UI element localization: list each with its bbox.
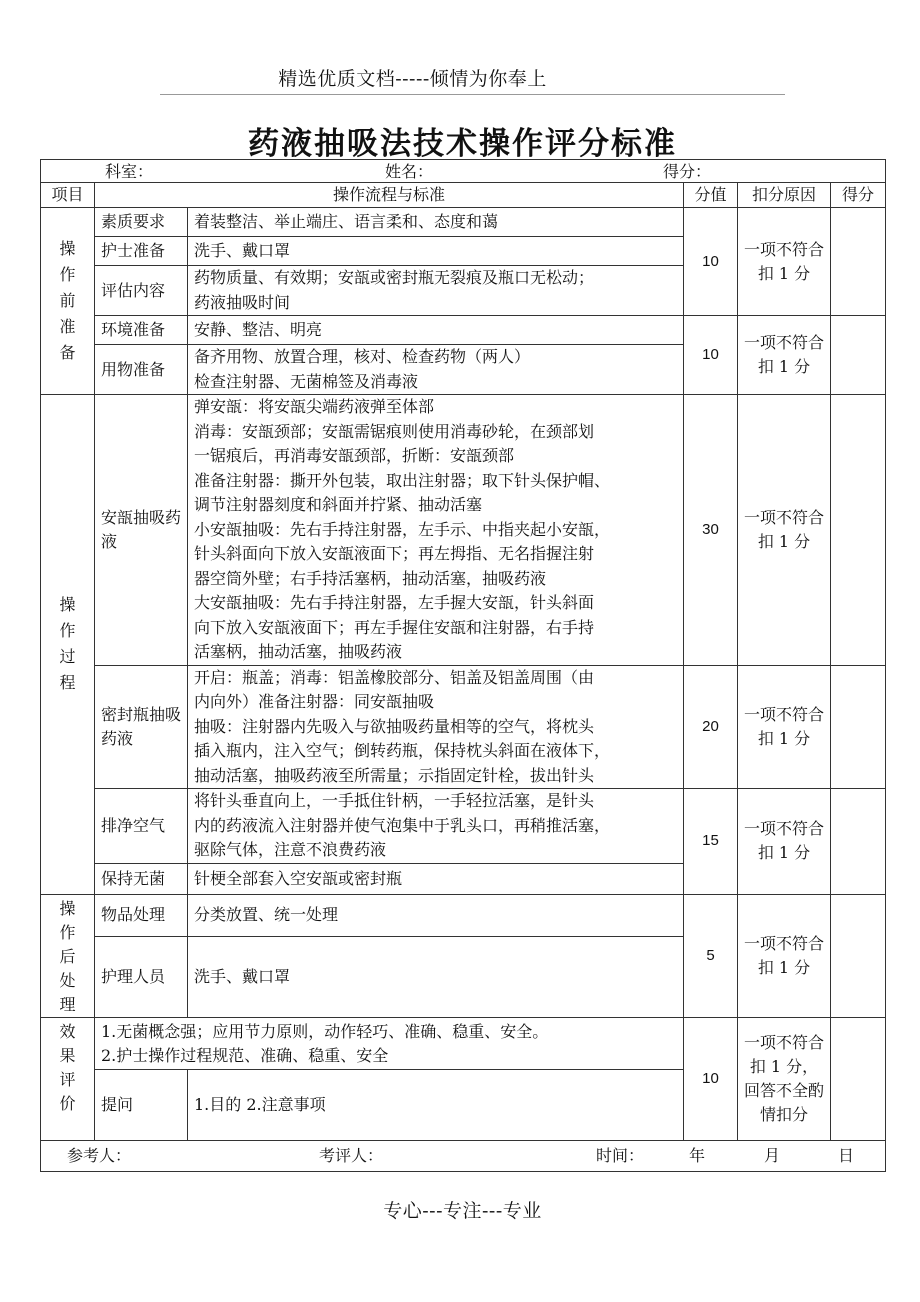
section-label-process: 操作过程	[41, 395, 95, 895]
item-name: 护理人员	[95, 937, 188, 1017]
scoring-table	[40, 159, 886, 1172]
col-procedure-header: 操作流程与标准	[95, 183, 684, 208]
points-value: 10	[684, 1017, 738, 1140]
deduction-reason: 一项不符合扣 1 分	[738, 395, 831, 666]
col-score-header: 得分	[831, 183, 886, 208]
content-line: 开启：瓶盖；消毒：铝盖橡胶部分、铝盖及铝盖周围（由	[194, 667, 595, 687]
item-content: 安静、整洁、明亮	[188, 316, 684, 345]
content-line: 药物质量、有效期；安瓿或密封瓶无裂痕及瓶口无松动；	[194, 268, 595, 287]
item-name: 素质要求	[95, 208, 188, 237]
section-label-eval: 效果评价	[41, 1017, 95, 1140]
item-content	[188, 266, 684, 316]
item-content	[188, 395, 684, 666]
content-line: 活塞柄，抽动活塞，抽吸药液	[194, 642, 403, 661]
content-line: 针头斜面向下放入安瓿液面下；再左拇指、无名指握注射	[194, 544, 595, 563]
content-line: 抽吸：注射器内先吸入与欲抽吸药量相等的空气，将枕头	[194, 716, 595, 736]
item-name: 物品处理	[95, 894, 188, 937]
item-content: 1.目的 2.注意事项	[188, 1069, 684, 1140]
score-cell	[831, 316, 886, 395]
item-name: 排净空气	[95, 789, 188, 864]
content-line: 驱除气体，注意不浪费药液	[194, 840, 387, 859]
page-footer: 专心---专注---专业	[383, 1200, 542, 1222]
day-label: 日	[838, 1145, 855, 1165]
content-line: 抽动活塞，抽吸药液至所需量；示指固定针栓，拔出针头	[194, 765, 595, 785]
signature-row	[41, 1140, 886, 1171]
item-name: 保持无菌	[95, 863, 188, 894]
content-line: 准备注射器：撕开外包装，取出注射器；取下针头保护帽、	[194, 470, 611, 490]
examiner-label: 考评人：	[319, 1145, 384, 1165]
content-line: 器空筒外壁；右手持活塞柄，抽动活塞，抽吸药液	[194, 568, 547, 588]
table-row	[41, 1017, 886, 1069]
points-value: 30	[684, 395, 738, 666]
item-name: 安瓿抽吸药液	[95, 395, 188, 666]
content-line: 插入瓶内，注入空气；倒转药瓶，保持枕头斜面在液体下，	[194, 741, 611, 760]
meta-cell	[41, 160, 886, 183]
content-line: 调节注射器刻度和斜面并拧紧、抽动活塞	[194, 495, 483, 514]
content-line: 向下放入安瓿液面下；再左手握住安瓿和注射器，右手持	[194, 617, 595, 637]
points-value: 15	[684, 789, 738, 895]
item-name: 用物准备	[95, 345, 188, 395]
content-line: 备齐用物、放置合理，核对、检查药物（两人）	[194, 347, 531, 366]
col-points-header: 分值	[684, 183, 738, 208]
department-label: 科室：	[105, 162, 154, 181]
deduction-reason: 一项不符合扣 1 分	[738, 316, 831, 395]
table-row	[41, 665, 886, 789]
section-label-pre: 操作前准备	[41, 208, 95, 395]
score-cell	[831, 1017, 886, 1140]
content-line: 大安瓿抽吸：先右手持注射器，左手握大安瓿，针头斜面	[194, 593, 595, 612]
deduction-reason: 一项不符合扣 1 分	[738, 894, 831, 1017]
points-value: 10	[684, 316, 738, 395]
item-content	[188, 345, 684, 395]
content-line: 小安瓿抽吸：先右手持注射器，左手示、中指夹起小安瓿，	[194, 519, 611, 539]
item-content: 分类放置、统一处理	[188, 894, 684, 937]
item-name: 评估内容	[95, 266, 188, 316]
table-row	[41, 395, 886, 666]
points-value: 10	[684, 208, 738, 316]
content-line: 内的药液流入注射器并使气泡集中于乳头口，再稍推活塞，	[194, 815, 611, 835]
section-label-post: 操作后处理	[41, 894, 95, 1017]
deduction-reason: 一项不符合扣 1 分	[738, 208, 831, 316]
signature-cell	[41, 1140, 886, 1171]
table-row	[41, 316, 886, 345]
col-item-header: 项目	[41, 183, 95, 208]
points-value: 5	[684, 894, 738, 1017]
table-row	[41, 894, 886, 937]
item-name: 护士准备	[95, 237, 188, 266]
deduction-reason: 一项不符合扣 1 分，回答不全酌情扣分	[738, 1017, 831, 1140]
content-line: 检查注射器、无菌棉签及消毒液	[194, 371, 419, 391]
column-header-row	[41, 183, 886, 208]
content-line: 1.无菌概念强；应用节力原则，动作轻巧、准确、稳重、安全。	[101, 1021, 549, 1041]
table-row	[41, 208, 886, 237]
item-name: 提问	[95, 1069, 188, 1140]
content-line: 消毒：安瓿颈部；安瓿需锯痕则使用消毒砂轮，在颈部划	[194, 421, 595, 441]
content-line: 药液抽吸时间	[194, 292, 291, 312]
item-content: 着装整洁、举止端庄、语言柔和、态度和蔼	[188, 208, 684, 237]
col-reason-header: 扣分原因	[738, 183, 831, 208]
deduction-reason: 一项不符合扣 1 分	[738, 665, 831, 789]
item-content	[188, 789, 684, 864]
table-row	[41, 789, 886, 864]
item-content: 洗手、戴口罩	[188, 237, 684, 266]
score-cell	[831, 665, 886, 789]
reference-label: 参考人：	[67, 1145, 132, 1165]
score-cell	[831, 894, 886, 1017]
score-cell	[831, 208, 886, 316]
content-line: 内向外）准备注射器：同安瓿抽吸	[194, 692, 435, 711]
score-cell	[831, 395, 886, 666]
header-divider	[160, 94, 785, 95]
time-label: 时间：	[596, 1145, 645, 1165]
meta-row	[41, 160, 886, 183]
page-header: 精选优质文档-----倾情为你奉上	[278, 68, 547, 90]
content-line: 一锯痕后，再消毒安瓿颈部，折断：安瓿颈部	[194, 446, 515, 465]
eval-content	[95, 1017, 684, 1069]
year-label: 年	[689, 1145, 706, 1165]
item-content	[188, 665, 684, 789]
item-content: 针梗全部套入空安瓿或密封瓶	[188, 863, 684, 894]
item-name: 密封瓶抽吸药液	[95, 665, 188, 789]
content-line: 将针头垂直向上，一手抵住针柄，一手轻拉活塞，是针头	[194, 791, 595, 810]
score-cell	[831, 789, 886, 895]
document-title: 药液抽吸法技术操作评分标准	[248, 126, 677, 162]
item-name: 环境准备	[95, 316, 188, 345]
content-line: 2.护士操作过程规范、准确、稳重、安全	[101, 1046, 389, 1065]
points-value: 20	[684, 665, 738, 789]
month-label: 月	[764, 1145, 781, 1165]
item-content: 洗手、戴口罩	[188, 937, 684, 1017]
score-label: 得分：	[663, 162, 712, 181]
name-label: 姓名：	[385, 162, 434, 181]
content-line: 弹安瓿：将安瓿尖端药液弹至体部	[194, 397, 435, 416]
deduction-reason: 一项不符合扣 1 分	[738, 789, 831, 895]
